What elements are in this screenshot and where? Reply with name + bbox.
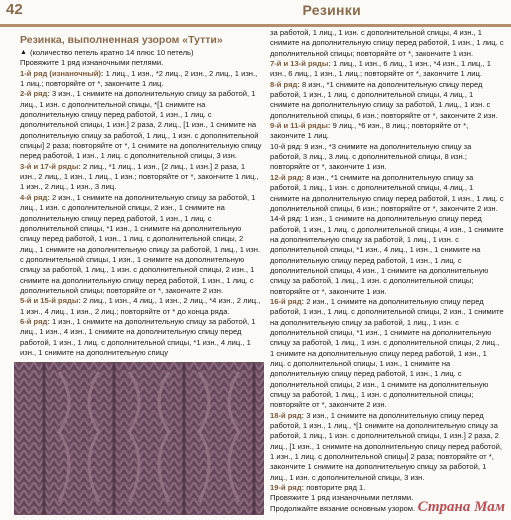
triangle-icon: ▲ <box>20 49 27 56</box>
row-text: 2 изн., 1 снимите на дополнительную спицу перед работой, 1 изн., 1 лиц. с дополнительной спицы, 2 изн., 1 снимите на дополнительную спицу за работой, 1 лиц., 1 изн. с дополнительной спицы, *1 изн., 1 снимите на дополнительную спицу за работой, 1 лиц., 1 изн. с дополнительной спицы, 2 лиц., 1 снимите на дополнительную спицу перед работой, 1 изн., 1 лиц. с дополнительной спицы, 1 изн., 1 снимите на дополнительную спицу перед работой, 1 изн., 1 лиц. с дополнительной спицы, 2 изн., 1 снимите на дополнительную спицу за работой, 1 лиц., 1 изн. с дополнительной спицы; повторяйте от *, закончите 2 изн. <box>270 296 504 410</box>
row-heading: 1-й ряд (изнаночный): <box>20 68 104 78</box>
right-row-6 <box>270 214 504 297</box>
row-text: 1 лиц., 1 изн., *2 лиц., 2 изн., 2 лиц., 1 изн., 1 лиц.; повторяйте от *, закончите 1 лиц. <box>20 68 258 89</box>
row-text: 2 изн., 1 снимите на дополнительную спицу за работой, 1 лиц., 1 изн. с дополнительной спицы, 2 изн., 1 снимите на дополнительную спицу перед работой, 1 изн., 1 лиц. с дополнительной спицы, *1 изн., 1 снимите на дополнительную спицу перед работой, 1 изн., 1 лиц. с дополнительной спицы, 2 лиц., 1 снимите на дополнительную спицу за работой, 1 лиц., 1 изн. с дополнительной спицы, 1 изн., 1 снимите на дополнительную спицу за работой, 1 лиц., 1 изн. с дополнительной спицы, 2 изн., 1 снимите на дополнительную спицу перед работой, 1 изн., 1 лиц. с дополнительной спицы; повторяйте от *, закончите 2 изн. <box>20 192 261 295</box>
left-row-1 <box>20 89 262 161</box>
right-row-3 <box>270 121 504 142</box>
right-column <box>270 28 504 514</box>
row-heading: 4-й ряд: <box>20 192 50 202</box>
row-text: 2 лиц., *1 лиц., 1 изн., [2 лиц., 1 изн.] 2 раза, 1 изн., 2 лиц., 1 изн., 1 лиц., 1 изн.; повторяйте от *, закончите 1 лиц., 1 изн., 2 лиц., 1 изн., 3 лиц. <box>20 161 259 192</box>
left-column <box>20 28 262 358</box>
row-text: 8 изн., *1 снимите на дополнительную спицу за работой, 1 лиц., 1 изн. с дополнительной спицы, 4 лиц., 1 снимите на дополнительную спицу перед работой, 1 изн., 1 лиц. с дополнительной спицы, 6 изн.; повторяйте от *, закончите 2 изн. <box>270 172 504 213</box>
row-text: 9 лиц., *6 изн., 8 лиц.; повторяйте от *, закончите 1 лиц. <box>270 121 469 141</box>
row-text: 10-й ряд: 9 изн., *3 снимите на дополнительную спицу за работой, 3 лиц., 3 лиц. с дополнительной спицы, 8 изн.; повторяйте от *, закончите 1 изн. <box>270 141 472 172</box>
row-text: 14-й ряд: 1 изн., 1 снимите на дополнительную спицу перед работой, 1 изн., 1 лиц. с дополнительной спицы, 4 изн., 1 снимите на дополнительную спицу за работой, 1 лиц., 1 изн. с дополнительной спицы, *1 изн., 4 лиц., 1 изн., 1 снимите на дополнительную спицу перед работой, 1 изн., 1 лиц. с дополнительной спицы, 4 изн., 1 снимите на дополнительную спицу за работой, 1 лиц., 1 изн. с дополнительной спицы; повторяйте от *, закончите 1 изн. <box>270 214 504 296</box>
watermark-logo: Страна Мам <box>417 499 505 515</box>
row-heading: 7-й и 13-й ряды: <box>270 59 331 69</box>
right-row-0 <box>270 28 504 59</box>
knitted-sample-photo <box>14 362 264 515</box>
row-text: 3 изн., 1 снимите на дополнительную спицу за работой, 1 лиц., 1 изн. с дополнительной спицы, *[1 снимите на дополнительную спицу перед работой, 1 изн., 1 лиц. с дополнительной спицы, 1 изн.] 2 раза, 2 лиц., [1 изн., 1 снимите на дополнительную спицу за работой, 1 лиц., 1 изн. с дополнительной спицы] 2 раза; повторяйте от *, 1 снимите на дополнительную спицу перед работой, 1 изн., 1 лиц. с дополнительной спицы, 3 изн. <box>20 89 262 161</box>
row-text: 2 лиц., 1 изн., 4 лиц., 1 изн., 2 лиц., *4 изн., 2 лиц., 1 изн., 4 лиц., 1 изн., 2 лиц.; повторяйте от * до конца ряда. <box>20 296 261 316</box>
row-heading: 9-й и 11-й ряды: <box>270 121 331 131</box>
row-text: за работой, 1 лиц., 1 изн. с дополнительной спицы, 4 изн., 1 снимите на дополнительную спицу перед работой, 1 изн., 1 лиц. с дополнительной спицы; повторяйте от *, закончите 1 изн. <box>270 28 504 58</box>
right-row-5 <box>270 173 504 214</box>
row-heading: 5-й и 15-й ряды: <box>20 296 81 306</box>
rows-right-list <box>270 28 504 493</box>
header-rule <box>0 24 511 27</box>
left-row-3 <box>20 193 262 296</box>
row-heading: 2-й ряд: <box>20 89 50 99</box>
row-heading: 8-й ряд: <box>270 79 300 89</box>
row-heading: 3-й и 17-й ряды: <box>20 161 81 171</box>
note-text: (количество петель кратно 14 плюс 10 петель) <box>29 48 194 57</box>
right-row-1 <box>270 59 504 80</box>
section-title: Резинки <box>302 2 361 18</box>
page-number: 42 <box>6 1 23 18</box>
pattern-title: Резинка, выполненная узором «Тутти» <box>20 34 223 46</box>
knit-texture <box>14 362 264 515</box>
outro-line-2: Продолжайте вязание основным узором. <box>270 503 416 513</box>
right-row-8 <box>270 411 504 483</box>
left-row-4 <box>20 296 262 317</box>
left-row-5 <box>20 317 262 358</box>
right-row-7 <box>270 297 504 411</box>
row-heading: 6-й ряд: <box>20 316 50 326</box>
page-header <box>0 0 511 26</box>
right-row-4 <box>270 142 504 173</box>
intro-text: Провяжите 1 ряд изнаночными петлями. <box>20 58 164 68</box>
outro-line-1: Провяжите 1 ряд изнаночными петлями. <box>270 493 414 503</box>
row-text: 3 изн., 1 снимите на дополнительную спицу перед работой, 1 изн., 1 лиц., *[1 снимите на дополнительную спицу за работой, 1 лиц., 1 изн. с дополнительной спицы, 1 изн.] 2 раза, 2 лиц., [1 изн., 1 снимите на дополнительную спицу перед работой, 1 изн., 1 лиц. с дополнительной спицы] 2 раза; повторяйте от *, закончите 1 снимите на дополнительную спицу за работой, 1 лиц., 1 изн. с дополнительной спицы, 3 изн. <box>270 410 502 482</box>
row-text: 1 лиц., 1 изн., 6 лиц., 1 изн., *4 изн., 1 лиц., 1 изн., 6 лиц., 1 изн., 1 лиц.; повторяйте от *, закончите 1 лиц. <box>270 59 491 79</box>
row-text: 8 изн., *1 снимите на дополнительную спицу перед работой, 1 изн., 1 лиц. с дополнительной спицы, 4 лиц., 1 снимите на дополнительную спицу за работой, 1 лиц., 1 изн. с дополнительной спицы, 6 изн.; повторяйте от *, закончите 2 изн. <box>270 79 498 120</box>
right-row-2 <box>270 80 504 121</box>
row-heading: 12-й ряд: <box>270 172 305 182</box>
left-row-2 <box>20 162 262 193</box>
right-row-9 <box>270 483 504 493</box>
rows-left-list <box>20 69 262 359</box>
stitch-count-note <box>20 48 262 58</box>
row-text: 1 изн., 1 снимите на дополнительную спицу за работой, 1 лиц., 1 изн., 4 изн., 1 снимите на дополнительную спицу перед работой, 1 изн., 1 лиц. с дополнительной спицы, *1 изн., 4 лиц., 1 изн., 1 снимите на дополнительную спицу <box>20 316 256 357</box>
row-heading: 16-й ряд: <box>270 296 305 306</box>
row-heading: 18-й ряд: <box>270 410 305 420</box>
row-heading: 19-й ряд: <box>270 483 305 493</box>
left-row-0 <box>20 69 262 90</box>
row-text: повторите ряд 1. <box>304 483 366 493</box>
